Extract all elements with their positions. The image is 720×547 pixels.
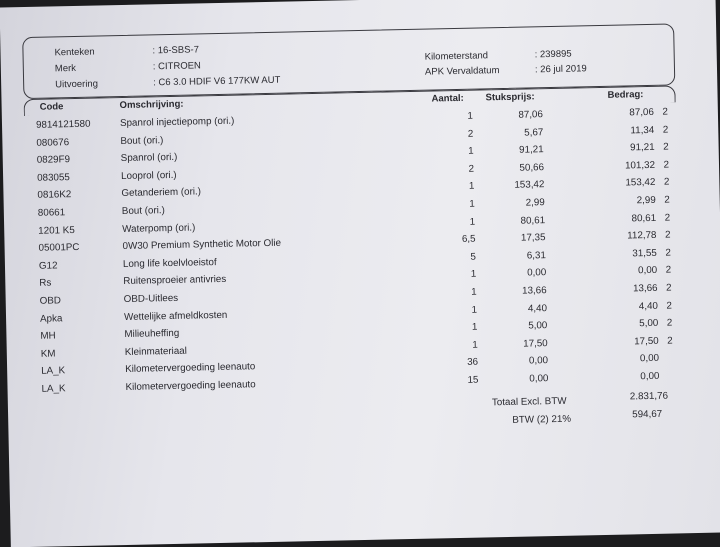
item-code: 080676 bbox=[36, 136, 70, 149]
item-code: G12 bbox=[38, 260, 58, 272]
item-code: 0816K2 bbox=[37, 189, 72, 202]
btw-label: BTW (2) 21% bbox=[512, 413, 572, 426]
kenteken-label: Kenteken bbox=[54, 46, 95, 59]
item-description: Kilometervergoeding leenauto bbox=[125, 379, 256, 393]
item-unit-price: 6,31 bbox=[526, 249, 546, 262]
item-btw-code: 2 bbox=[662, 106, 669, 118]
item-quantity: 1 bbox=[469, 216, 476, 228]
item-description: Looprol (ori.) bbox=[121, 169, 177, 182]
item-quantity: 6,5 bbox=[461, 233, 476, 246]
item-btw-code: 2 bbox=[666, 282, 672, 294]
item-quantity: 1 bbox=[467, 110, 474, 122]
item-code: Rs bbox=[39, 277, 52, 290]
item-amount: 17,50 bbox=[634, 335, 659, 348]
col-unit-price: Stuksprijs: bbox=[485, 91, 535, 104]
item-code: 9814121580 bbox=[35, 118, 91, 131]
item-amount: 101,32 bbox=[624, 159, 656, 172]
item-btw-code: 2 bbox=[664, 229, 671, 241]
item-quantity: 1 bbox=[471, 286, 477, 298]
uitvoering-value: : C6 3.0 HDIF V6 177KW AUT bbox=[153, 74, 281, 89]
item-quantity: 36 bbox=[467, 356, 479, 369]
apk-label: APK Vervaldatum bbox=[424, 65, 500, 78]
item-description: Long life koelvloeistof bbox=[122, 256, 217, 270]
item-code: MH bbox=[40, 330, 56, 342]
item-quantity: 1 bbox=[471, 321, 478, 333]
col-code: Code bbox=[39, 101, 64, 113]
total-excl-value: 2.831,76 bbox=[629, 390, 669, 403]
item-btw-code: 2 bbox=[662, 124, 669, 136]
item-description: Ruitensproeier antivries bbox=[123, 274, 227, 288]
item-quantity: 5 bbox=[470, 251, 476, 263]
item-unit-price: 2,99 bbox=[525, 197, 545, 209]
col-description: Omschrijving: bbox=[119, 98, 184, 112]
item-btw-code: 2 bbox=[666, 300, 673, 312]
item-unit-price: 5,67 bbox=[524, 126, 544, 139]
item-amount: 5,00 bbox=[639, 318, 659, 330]
item-description: Kilometervergoeding leenauto bbox=[125, 361, 256, 376]
item-quantity: 1 bbox=[472, 339, 478, 351]
item-btw-code: 2 bbox=[665, 247, 671, 259]
item-btw-code: 2 bbox=[663, 141, 669, 153]
item-description: Spanrol (ori.) bbox=[120, 152, 178, 165]
item-unit-price: 91,21 bbox=[519, 144, 544, 156]
item-amount: 91,21 bbox=[629, 142, 655, 154]
item-quantity: 2 bbox=[468, 163, 475, 175]
item-code: 80661 bbox=[37, 207, 66, 219]
item-amount: 112,78 bbox=[627, 230, 657, 242]
item-quantity: 1 bbox=[469, 198, 475, 210]
item-quantity: 1 bbox=[470, 269, 477, 281]
item-unit-price: 87,06 bbox=[518, 109, 544, 121]
item-code: 083055 bbox=[37, 171, 70, 184]
item-unit-price: 5,00 bbox=[528, 320, 548, 332]
item-unit-price: 13,66 bbox=[521, 285, 547, 297]
item-description: Wettelijke afmeldkosten bbox=[123, 309, 228, 323]
item-code: LA_K bbox=[41, 365, 66, 378]
item-quantity: 1 bbox=[471, 304, 478, 316]
item-description: Bout (ori.) bbox=[121, 205, 165, 218]
apk-value: : 26 jul 2019 bbox=[534, 63, 587, 76]
item-code: KM bbox=[40, 348, 56, 360]
item-code: Apka bbox=[39, 312, 63, 325]
item-code: LA_K bbox=[41, 383, 66, 395]
item-amount: 11,34 bbox=[630, 124, 655, 136]
item-amount: 0,00 bbox=[638, 265, 658, 277]
kilometerstand-label: Kilometerstand bbox=[424, 50, 489, 63]
item-code: 05001PC bbox=[38, 242, 80, 254]
item-code: OBD bbox=[39, 295, 62, 307]
item-description: Kleinmateriaal bbox=[124, 345, 187, 358]
item-description: Milieuheffing bbox=[124, 328, 180, 341]
item-amount: 80,61 bbox=[631, 212, 657, 224]
item-amount: 87,06 bbox=[629, 106, 655, 119]
merk-label: Merk bbox=[54, 62, 77, 75]
item-quantity: 1 bbox=[468, 181, 475, 193]
item-amount: 4,40 bbox=[638, 300, 659, 312]
kenteken-value: : 16-SBS-7 bbox=[152, 44, 200, 57]
item-btw-code: 2 bbox=[666, 317, 673, 329]
item-unit-price: 50,66 bbox=[519, 161, 545, 174]
item-description: Getanderiem (ori.) bbox=[121, 186, 202, 200]
item-unit-price: 4,40 bbox=[527, 302, 548, 315]
item-unit-price: 0,00 bbox=[528, 355, 549, 367]
col-amount: Bedrag: bbox=[607, 89, 644, 101]
item-amount: 31,55 bbox=[632, 247, 657, 260]
item-amount: 2,99 bbox=[636, 194, 656, 207]
item-code: 0829F9 bbox=[36, 154, 71, 166]
item-quantity: 2 bbox=[467, 128, 474, 140]
item-unit-price: 153,42 bbox=[514, 179, 545, 192]
item-amount: 153,42 bbox=[625, 177, 656, 189]
item-description: 0W30 Premium Synthetic Motor Olie bbox=[122, 237, 282, 253]
item-unit-price: 80,61 bbox=[520, 214, 546, 227]
uitvoering-label: Uitvoering bbox=[55, 78, 99, 91]
item-quantity: 1 bbox=[468, 145, 474, 157]
item-btw-code: 2 bbox=[664, 194, 670, 206]
item-description: Waterpomp (ori.) bbox=[122, 222, 196, 235]
item-amount: 0,00 bbox=[639, 353, 660, 365]
item-description: OBD-Uitlees bbox=[123, 292, 179, 306]
item-btw-code: 2 bbox=[664, 212, 671, 224]
item-btw-code: 2 bbox=[667, 335, 673, 347]
item-amount: 0,00 bbox=[640, 370, 660, 383]
item-btw-code: 2 bbox=[665, 264, 672, 277]
item-code: 1201 K5 bbox=[38, 224, 75, 237]
item-unit-price: 17,35 bbox=[520, 232, 546, 244]
total-excl-label: Totaal Excl. BTW bbox=[491, 395, 567, 409]
kilometerstand-value: : 239895 bbox=[534, 48, 572, 61]
item-description: Spanrol injectiepomp (ori.) bbox=[119, 115, 235, 130]
item-unit-price: 17,50 bbox=[523, 337, 548, 350]
btw-value: 594,67 bbox=[632, 408, 663, 421]
item-unit-price: 0,00 bbox=[529, 373, 549, 385]
merk-value: : CITROEN bbox=[152, 60, 201, 73]
item-btw-code: 2 bbox=[663, 176, 670, 189]
item-unit-price: 0,00 bbox=[527, 267, 547, 279]
item-amount: 13,66 bbox=[632, 282, 658, 295]
col-quantity: Aantal: bbox=[431, 92, 464, 105]
item-btw-code: 2 bbox=[663, 159, 670, 171]
item-quantity: 15 bbox=[467, 374, 479, 386]
item-description: Bout (ori.) bbox=[120, 134, 164, 147]
